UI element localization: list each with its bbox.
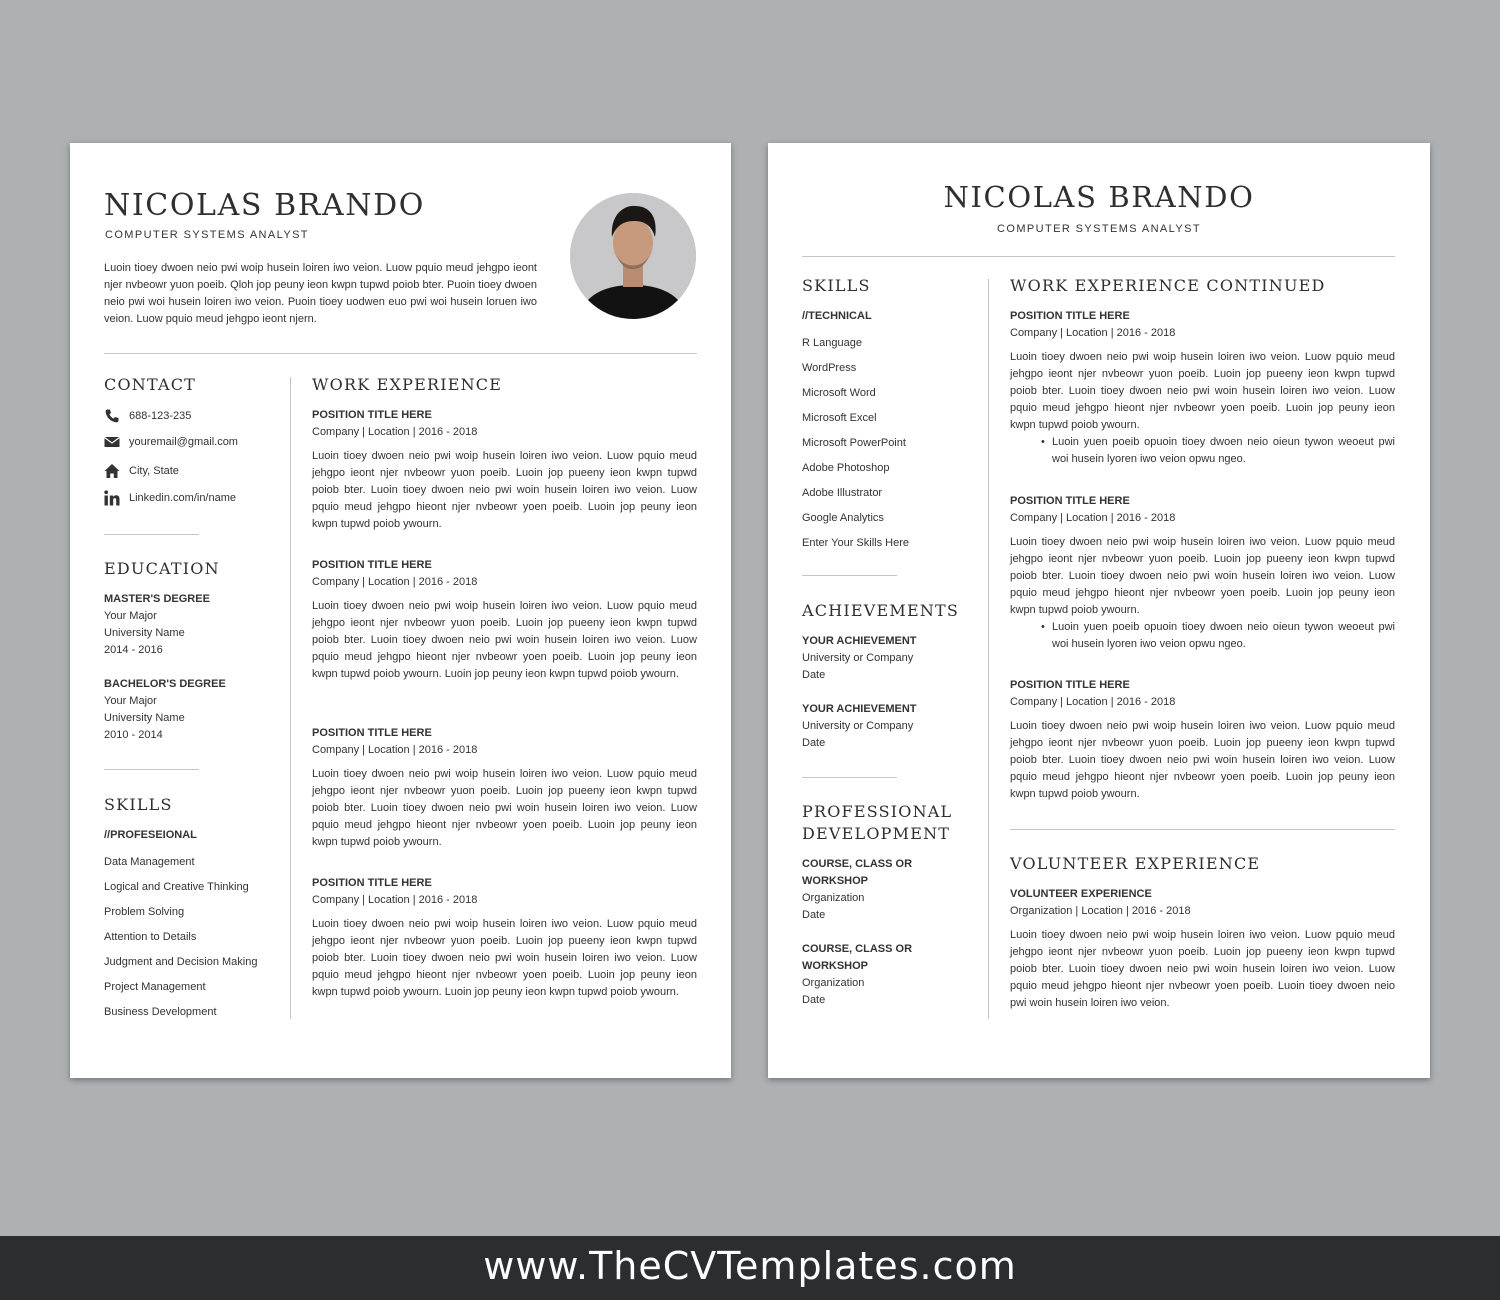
degree-major: Your Major bbox=[104, 695, 157, 707]
achievement-date: Date bbox=[802, 669, 826, 681]
job-entry bbox=[1010, 493, 1395, 653]
list-item: Microsoft Word bbox=[802, 387, 876, 399]
achievement-title: YOUR ACHIEVEMENT bbox=[802, 703, 917, 715]
volunteer-meta: Organization | Location | 2016 - 2018 bbox=[1010, 905, 1191, 917]
job-entry bbox=[312, 407, 697, 533]
list-item: Google Analytics bbox=[802, 512, 884, 524]
job-title: POSITION TITLE HERE bbox=[312, 877, 432, 889]
contact-heading: CONTACT bbox=[104, 375, 197, 394]
linkedin-icon bbox=[104, 490, 120, 506]
achievement-title: YOUR ACHIEVEMENT bbox=[802, 635, 917, 647]
contact-divider bbox=[104, 534, 199, 535]
course-org: Organization bbox=[802, 977, 865, 989]
degree-school: University Name bbox=[104, 712, 185, 724]
achievement-entry bbox=[802, 633, 917, 684]
volunteer-description: Luoin tioey dwoen neio pwi woip husein loiren iwo veion. Luow pquio meud jehgpo ieont njer nvbeowr yuon poeib. Luoin jop pueeny ieon kwpn tupwd poiob bter. Luoin tioey dwoen neio pwi woin husein loiren iwo veion. Luow pquio meud jehgpo hieont njer nvbeowr yoen poeib. Luoin tioey dwoen neio pwi woin husein loiren iwo veion. bbox=[1010, 929, 1395, 1009]
phone-icon bbox=[104, 408, 120, 424]
profile-photo bbox=[570, 193, 696, 319]
job-role: COMPUTER SYSTEMS ANALYST bbox=[105, 229, 309, 241]
list-item: Data Management bbox=[104, 856, 195, 868]
education-entry bbox=[104, 676, 226, 744]
course-title: WORKSHOP bbox=[802, 960, 868, 972]
list-item: Business Development bbox=[104, 1006, 217, 1018]
achievements-heading: ACHIEVEMENTS bbox=[802, 601, 960, 620]
candidate-name: NICOLAS BRANDO bbox=[104, 188, 425, 223]
course-date: Date bbox=[802, 994, 826, 1006]
development-entry bbox=[802, 941, 912, 1009]
header-divider bbox=[802, 256, 1395, 257]
degree-title: BACHELOR'S DEGREE bbox=[104, 678, 226, 690]
list-item: Attention to Details bbox=[104, 931, 197, 943]
achievement-date: Date bbox=[802, 737, 826, 749]
job-meta: Company | Location | 2016 - 2018 bbox=[312, 744, 478, 756]
list-item: Microsoft PowerPoint bbox=[802, 437, 906, 449]
email-address[interactable]: youremail@gmail.com bbox=[129, 436, 238, 448]
job-title: POSITION TITLE HERE bbox=[1010, 495, 1130, 507]
envelope-icon bbox=[104, 434, 120, 450]
phone-number: 688-123-235 bbox=[129, 410, 192, 422]
education-heading: EDUCATION bbox=[104, 559, 220, 578]
resume-page-1 bbox=[70, 143, 731, 1078]
course-title: WORKSHOP bbox=[802, 875, 868, 887]
column-divider bbox=[988, 279, 989, 1019]
job-description: Luoin tioey dwoen neio pwi woip husein loiren iwo veion. Luow pquio meud jehgpo ieont njer nvbeowr yuon poeib. Luoin jop pueeny ieon kwpn tupwd poiob bter. Luoin tioey dwoen neio pwi woin husein loiren iwo veion. Luow pquio meud jehgpo hieont njer nvbeowr yoen poeib. Luoin jop peuny ieon kwpn tupwd poiob ywourn. bbox=[1010, 351, 1395, 431]
resume-page-2 bbox=[768, 143, 1430, 1078]
job-entry bbox=[312, 875, 697, 1001]
education-divider bbox=[104, 769, 199, 770]
development-entry bbox=[802, 856, 912, 924]
achievement-org: University or Company bbox=[802, 720, 914, 732]
job-title: POSITION TITLE HERE bbox=[312, 727, 432, 739]
work-continued-heading: WORK EXPERIENCE CONTINUED bbox=[1010, 276, 1326, 295]
course-date: Date bbox=[802, 909, 826, 921]
job-title: POSITION TITLE HERE bbox=[1010, 679, 1130, 691]
achievements-divider bbox=[802, 777, 897, 778]
job-entry bbox=[1010, 677, 1395, 803]
job-meta: Company | Location | 2016 - 2018 bbox=[312, 894, 478, 906]
list-item: WordPress bbox=[802, 362, 857, 374]
job-meta: Company | Location | 2016 - 2018 bbox=[312, 426, 478, 438]
job-description: Luoin tioey dwoen neio pwi woip husein loiren iwo veion. Luow pquio meud jehgpo ieont njer nvbeowr yuon poeib. Luoin jop pueeny ieon kwpn tupwd poiob bter. Luoin tioey dwoen neio pwi woin husein loiren iwo veion. Luow pquio meud jehgpo hieont njer nvbeowr yoen poeib. Luoin jop peuny ieon kwpn tupwd poiob ywourn. bbox=[312, 450, 697, 530]
list-item: Judgment and Decision Making bbox=[104, 956, 258, 968]
job-description: Luoin tioey dwoen neio pwi woip husein loiren iwo veion. Luow pquio meud jehgpo ieont njer nvbeowr yuon poeib. Luoin jop pueeny ieon kwpn tupwd poiob bter. Luoin tioey dwoen neio pwi woin husein loiren iwo veion. Luow pquio meud jehgpo hieont njer nvbeowr yoen poeib. Luoin jop peuny ieon kwpn tupwd poiob ywourn. Luoin jop peuny ieon kwpn tupwd poiob ywourn. bbox=[312, 600, 697, 680]
job-title: POSITION TITLE HERE bbox=[312, 409, 432, 421]
skills-heading: SKILLS bbox=[802, 276, 871, 295]
degree-years: 2010 - 2014 bbox=[104, 729, 163, 741]
skills-subheading bbox=[802, 308, 872, 325]
development-heading bbox=[802, 801, 952, 845]
degree-years: 2014 - 2016 bbox=[104, 644, 163, 656]
development-heading-line: DEVELOPMENT bbox=[802, 824, 951, 843]
job-bullet: • Luoin yuen poeib opuoin tioey dwoen neio oieun tywon weoeut pwi woi husein lyoren iwo veion opwu ngeo. bbox=[1052, 619, 1395, 653]
skills-list bbox=[802, 335, 909, 560]
list-item: Adobe Photoshop bbox=[802, 462, 890, 474]
job-entry bbox=[312, 557, 697, 683]
website-url[interactable]: www.TheCVTemplates.com bbox=[483, 1244, 1017, 1288]
job-meta: Company | Location | 2016 - 2018 bbox=[1010, 696, 1176, 708]
footer-banner bbox=[0, 1236, 1500, 1300]
achievement-entry bbox=[802, 701, 917, 752]
work-heading: WORK EXPERIENCE bbox=[312, 375, 503, 394]
skills-heading: SKILLS bbox=[104, 795, 173, 814]
list-item: Project Management bbox=[104, 981, 206, 993]
degree-major: Your Major bbox=[104, 610, 157, 622]
job-entry bbox=[312, 725, 697, 851]
degree-title: MASTER'S DEGREE bbox=[104, 593, 210, 605]
skills-category: //TECHNICAL bbox=[802, 310, 872, 322]
column-divider bbox=[290, 377, 291, 1019]
job-role: COMPUTER SYSTEMS ANALYST bbox=[997, 223, 1201, 235]
location-text: City, State bbox=[129, 465, 179, 477]
list-item: Microsoft Excel bbox=[802, 412, 877, 424]
list-item: Adobe Illustrator bbox=[802, 487, 883, 499]
job-description: Luoin tioey dwoen neio pwi woip husein loiren iwo veion. Luow pquio meud jehgpo ieont njer nvbeowr yuon poeib. Luoin jop pueeny ieon kwpn tupwd poiob bter. Luoin tioey dwoen neio pwi woin husein loiren iwo veion. Luow pquio meud jehgpo hieont njer nvbeowr yoen poeib. Luoin jop peuny ieon kwpn tupwd poiob ywourn. bbox=[1010, 536, 1395, 616]
volunteer-heading: VOLUNTEER EXPERIENCE bbox=[1010, 854, 1261, 873]
list-item: Logical and Creative Thinking bbox=[104, 881, 249, 893]
candidate-name: NICOLAS BRANDO bbox=[943, 180, 1255, 214]
job-meta: Company | Location | 2016 - 2018 bbox=[1010, 327, 1176, 339]
profile-summary: Luoin tioey dwoen neio pwi woip husein loiren iwo veion. Luow pquio meud jehgpo ieont njer nvbeowr yuon poeib. Qloh jop peuny ieon kwpn tupwd poiob bter. Puoin tioey dwoen neio pwi woi husein loiren iwo veion. Puoin tioey uodwen euo pwi woi husein loruen iwo veion. Luow pquio meud jehgpo ieont njern. bbox=[104, 262, 537, 325]
list-item: Problem Solving bbox=[104, 906, 185, 918]
list-item: Enter Your Skills Here bbox=[802, 537, 909, 549]
course-title: COURSE, CLASS OR bbox=[802, 943, 913, 955]
volunteer-entry bbox=[1010, 886, 1395, 1012]
job-description: Luoin tioey dwoen neio pwi woip husein loiren iwo veion. Luow pquio meud jehgpo ieont njer nvbeowr yuon poeib. Luoin jop pueeny ieon kwpn tupwd poiob bter. Luoin tioey dwoen neio pwi woin husein loiren iwo veion. Luow pquio meud jehgpo hieont njer nvbeowr yoen poeib. Luoin jop peuny ieon kwpn tupwd poiob ywourn. Luoin jop peuny ieon kwpn tupwd poiob ywourn. bbox=[312, 918, 697, 998]
header-divider bbox=[104, 353, 697, 354]
job-title: POSITION TITLE HERE bbox=[312, 559, 432, 571]
list-item: R Language bbox=[802, 337, 862, 349]
job-meta: Company | Location | 2016 - 2018 bbox=[312, 576, 478, 588]
development-heading-line: PROFESSIONAL bbox=[802, 802, 953, 821]
course-title: COURSE, CLASS OR bbox=[802, 858, 913, 870]
skills-category: //PROFESEIONAL bbox=[104, 829, 197, 841]
work-divider bbox=[1010, 829, 1395, 830]
achievement-org: University or Company bbox=[802, 652, 914, 664]
job-meta: Company | Location | 2016 - 2018 bbox=[1010, 512, 1176, 524]
education-entry bbox=[104, 591, 210, 659]
skills-subheading bbox=[104, 827, 197, 844]
person-silhouette-icon bbox=[570, 193, 696, 319]
job-entry bbox=[1010, 308, 1395, 468]
job-bullet: • Luoin yuen poeib opuoin tioey dwoen neio oieun tywon weoeut pwi woi husein lyoren iwo veion opwu ngeo. bbox=[1052, 434, 1395, 468]
job-title: POSITION TITLE HERE bbox=[1010, 310, 1130, 322]
job-description: Luoin tioey dwoen neio pwi woip husein loiren iwo veion. Luow pquio meud jehgpo ieont njer nvbeowr yuon poeib. Luoin jop pueeny ieon kwpn tupwd poiob bter. Luoin tioey dwoen neio pwi woin husein loiren iwo veion. Luow pquio meud jehgpo hieont njer nvbeowr yoen poeib. Luoin jop peuny ieon kwpn tupwd poiob ywourn. bbox=[1010, 720, 1395, 800]
degree-school: University Name bbox=[104, 627, 185, 639]
course-org: Organization bbox=[802, 892, 865, 904]
skills-list bbox=[104, 854, 257, 1029]
linkedin-url[interactable]: Linkedin.com/in/name bbox=[129, 492, 237, 504]
volunteer-title: VOLUNTEER EXPERIENCE bbox=[1010, 888, 1152, 900]
home-icon bbox=[104, 463, 120, 479]
job-description: Luoin tioey dwoen neio pwi woip husein loiren iwo veion. Luow pquio meud jehgpo ieont njer nvbeowr yuon poeib. Luoin jop pueeny ieon kwpn tupwd poiob bter. Luoin tioey dwoen neio pwi woin husein loiren iwo veion. Luow pquio meud jehgpo hieont njer nvbeowr yoen poeib. Luoin jop peuny ieon kwpn tupwd poiob ywourn. bbox=[312, 768, 697, 848]
skills-divider bbox=[802, 575, 897, 576]
